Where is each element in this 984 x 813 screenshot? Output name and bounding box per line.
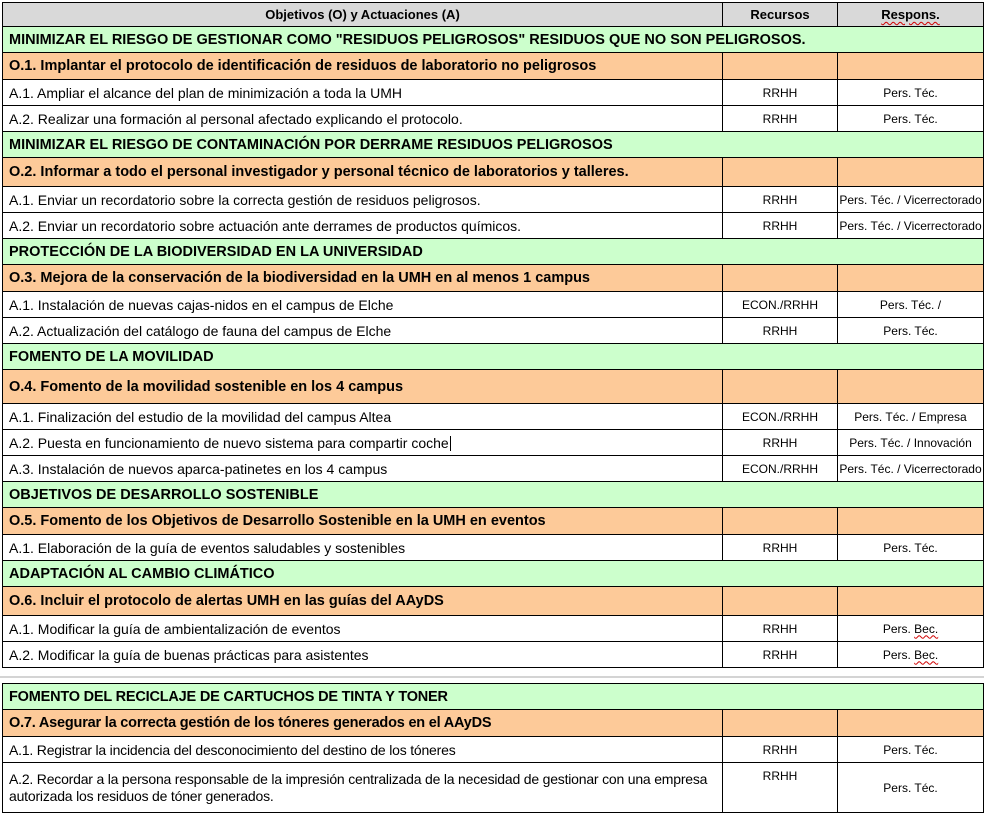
section-row	[3, 561, 984, 587]
action-text: A.1. Ampliar el alcance del plan de minimización a toda la UMH	[3, 80, 723, 106]
objective-row	[3, 158, 984, 187]
action-responsible: Pers. Téc. / Vicerrectorado	[838, 456, 984, 482]
section-row	[3, 344, 984, 370]
action-text-cell[interactable]	[3, 430, 723, 456]
action-resources: RRHH	[723, 106, 838, 132]
action-text: A.1. Modificar la guía de ambientalización de eventos	[3, 616, 723, 642]
action-responsible: Pers. Téc.	[838, 763, 984, 813]
action-row	[3, 318, 984, 344]
section-title: MINIMIZAR EL RIESGO DE GESTIONAR COMO "RESIDUOS PELIGROSOS" RESIDUOS QUE NO SON PELIGROSOS.	[3, 27, 984, 53]
action-row	[3, 80, 984, 106]
action-resources: RRHH	[723, 737, 838, 763]
action-responsible: Pers. Téc. /	[838, 292, 984, 318]
action-text: A.1. Finalización del estudio de la movilidad del campus Altea	[3, 404, 723, 430]
action-responsible	[838, 616, 984, 642]
objective-row	[3, 508, 984, 535]
objective-row	[3, 587, 984, 616]
action-resources: RRHH	[723, 616, 838, 642]
action-responsible: Pers. Téc.	[838, 535, 984, 561]
action-row	[3, 106, 984, 132]
action-text: A.1. Registrar la incidencia del desconocimiento del destino de los tóneres	[3, 737, 723, 763]
section-row	[3, 132, 984, 158]
action-resources: RRHH	[723, 430, 838, 456]
section-title: PROTECCIÓN DE LA BIODIVERSIDAD EN LA UNIVERSIDAD	[3, 239, 984, 265]
objective-title: O.5. Fomento de los Objetivos de Desarrollo Sostenible en la UMH en eventos	[3, 508, 723, 535]
responsible-prefix: Pers.	[882, 621, 915, 636]
action-row	[3, 737, 984, 763]
action-row	[3, 187, 984, 213]
action-text: A.2. Puesta en funcionamiento de nuevo sistema para compartir coche	[9, 434, 449, 451]
section-row	[3, 684, 984, 710]
section-row	[3, 27, 984, 53]
action-text: A.1. Enviar un recordatorio sobre la correcta gestión de residuos peligrosos.	[3, 187, 723, 213]
action-responsible: Pers. Téc.	[838, 80, 984, 106]
responsible-prefix: Pers.	[882, 647, 915, 662]
action-row	[3, 404, 984, 430]
objectives-table-continued	[2, 683, 984, 813]
action-row	[3, 535, 984, 561]
action-resources: RRHH	[723, 187, 838, 213]
action-responsible: Pers. Téc.	[838, 318, 984, 344]
section-title: FOMENTO DE LA MOVILIDAD	[3, 344, 984, 370]
objective-row	[3, 370, 984, 404]
header-objectives: Objetivos (O) y Actuaciones (A)	[3, 3, 723, 27]
action-resources: RRHH	[723, 213, 838, 239]
action-resources: RRHH	[723, 80, 838, 106]
action-row	[3, 430, 984, 456]
action-resources: RRHH	[723, 535, 838, 561]
table-header-row	[3, 3, 984, 27]
section-title: ADAPTACIÓN AL CAMBIO CLIMÁTICO	[3, 561, 984, 587]
text-cursor	[450, 436, 451, 451]
action-row	[3, 642, 984, 668]
action-text: A.1. Instalación de nuevas cajas-nidos en el campus de Elche	[3, 292, 723, 318]
objective-title: O.4. Fomento de la movilidad sostenible en los 4 campus	[3, 370, 723, 404]
action-responsible	[838, 642, 984, 668]
section-row	[3, 482, 984, 508]
action-resources: RRHH	[723, 318, 838, 344]
action-responsible: Pers. Téc.	[838, 106, 984, 132]
objectives-table	[2, 2, 984, 668]
header-resources: Recursos	[723, 3, 838, 27]
action-text: A.3. Instalación de nuevos aparca-patinetes en los 4 campus	[3, 456, 723, 482]
page-break-divider	[0, 676, 984, 678]
action-row	[3, 292, 984, 318]
section-title: MINIMIZAR EL RIESGO DE CONTAMINACIÓN POR DERRAME RESIDUOS PELIGROSOS	[3, 132, 984, 158]
action-text: A.2. Recordar a la persona responsable de la impresión centralizada de la necesidad de gestionar con una empresa autorizada los residuos de tóner generados.	[3, 763, 723, 813]
action-resources: RRHH	[723, 763, 838, 813]
objective-title: O.6. Incluir el protocolo de alertas UMH en las guías del AAyDS	[3, 587, 723, 616]
action-text: A.1. Elaboración de la guía de eventos saludables y sostenibles	[3, 535, 723, 561]
header-responsible-label: Respons.	[881, 7, 940, 22]
action-text: A.2. Modificar la guía de buenas prácticas para asistentes	[3, 642, 723, 668]
action-responsible: Pers. Téc. / Vicerrectorado	[838, 187, 984, 213]
section-title: FOMENTO DEL RECICLAJE DE CARTUCHOS DE TINTA Y TONER	[3, 684, 984, 710]
objective-title: O.1. Implantar el protocolo de identificación de residuos de laboratorio no peligrosos	[3, 53, 723, 80]
objective-title: O.3. Mejora de la conservación de la biodiversidad en la UMH en al menos 1 campus	[3, 265, 723, 292]
action-responsible: Pers. Téc. / Vicerrectorado	[838, 213, 984, 239]
spellcheck-flagged-word[interactable]: Bec.	[914, 647, 939, 662]
objective-row	[3, 53, 984, 80]
action-row	[3, 616, 984, 642]
action-responsible: Pers. Téc. / Empresa	[838, 404, 984, 430]
action-responsible: Pers. Téc.	[838, 737, 984, 763]
objective-row	[3, 710, 984, 737]
action-row	[3, 763, 984, 813]
spellcheck-flagged-word[interactable]: Bec.	[914, 621, 939, 636]
action-resources: ECON./RRHH	[723, 292, 838, 318]
objective-row	[3, 265, 984, 292]
section-title: OBJETIVOS DE DESARROLLO SOSTENIBLE	[3, 482, 984, 508]
header-responsible	[838, 3, 984, 27]
action-text: A.2. Actualización del catálogo de fauna del campus de Elche	[3, 318, 723, 344]
objective-title: O.2. Informar a todo el personal investigador y personal técnico de laboratorios y talleres.	[3, 158, 723, 187]
action-text: A.2. Realizar una formación al personal afectado explicando el protocolo.	[3, 106, 723, 132]
action-resources: RRHH	[723, 642, 838, 668]
action-resources: ECON./RRHH	[723, 404, 838, 430]
objective-title: O.7. Asegurar la correcta gestión de los tóneres generados en el AAyDS	[3, 710, 723, 737]
action-text: A.2. Enviar un recordatorio sobre actuación ante derrames de productos químicos.	[3, 213, 723, 239]
action-responsible: Pers. Téc. / Innovación	[838, 430, 984, 456]
section-row	[3, 239, 984, 265]
action-row	[3, 456, 984, 482]
action-row	[3, 213, 984, 239]
action-resources: ECON./RRHH	[723, 456, 838, 482]
